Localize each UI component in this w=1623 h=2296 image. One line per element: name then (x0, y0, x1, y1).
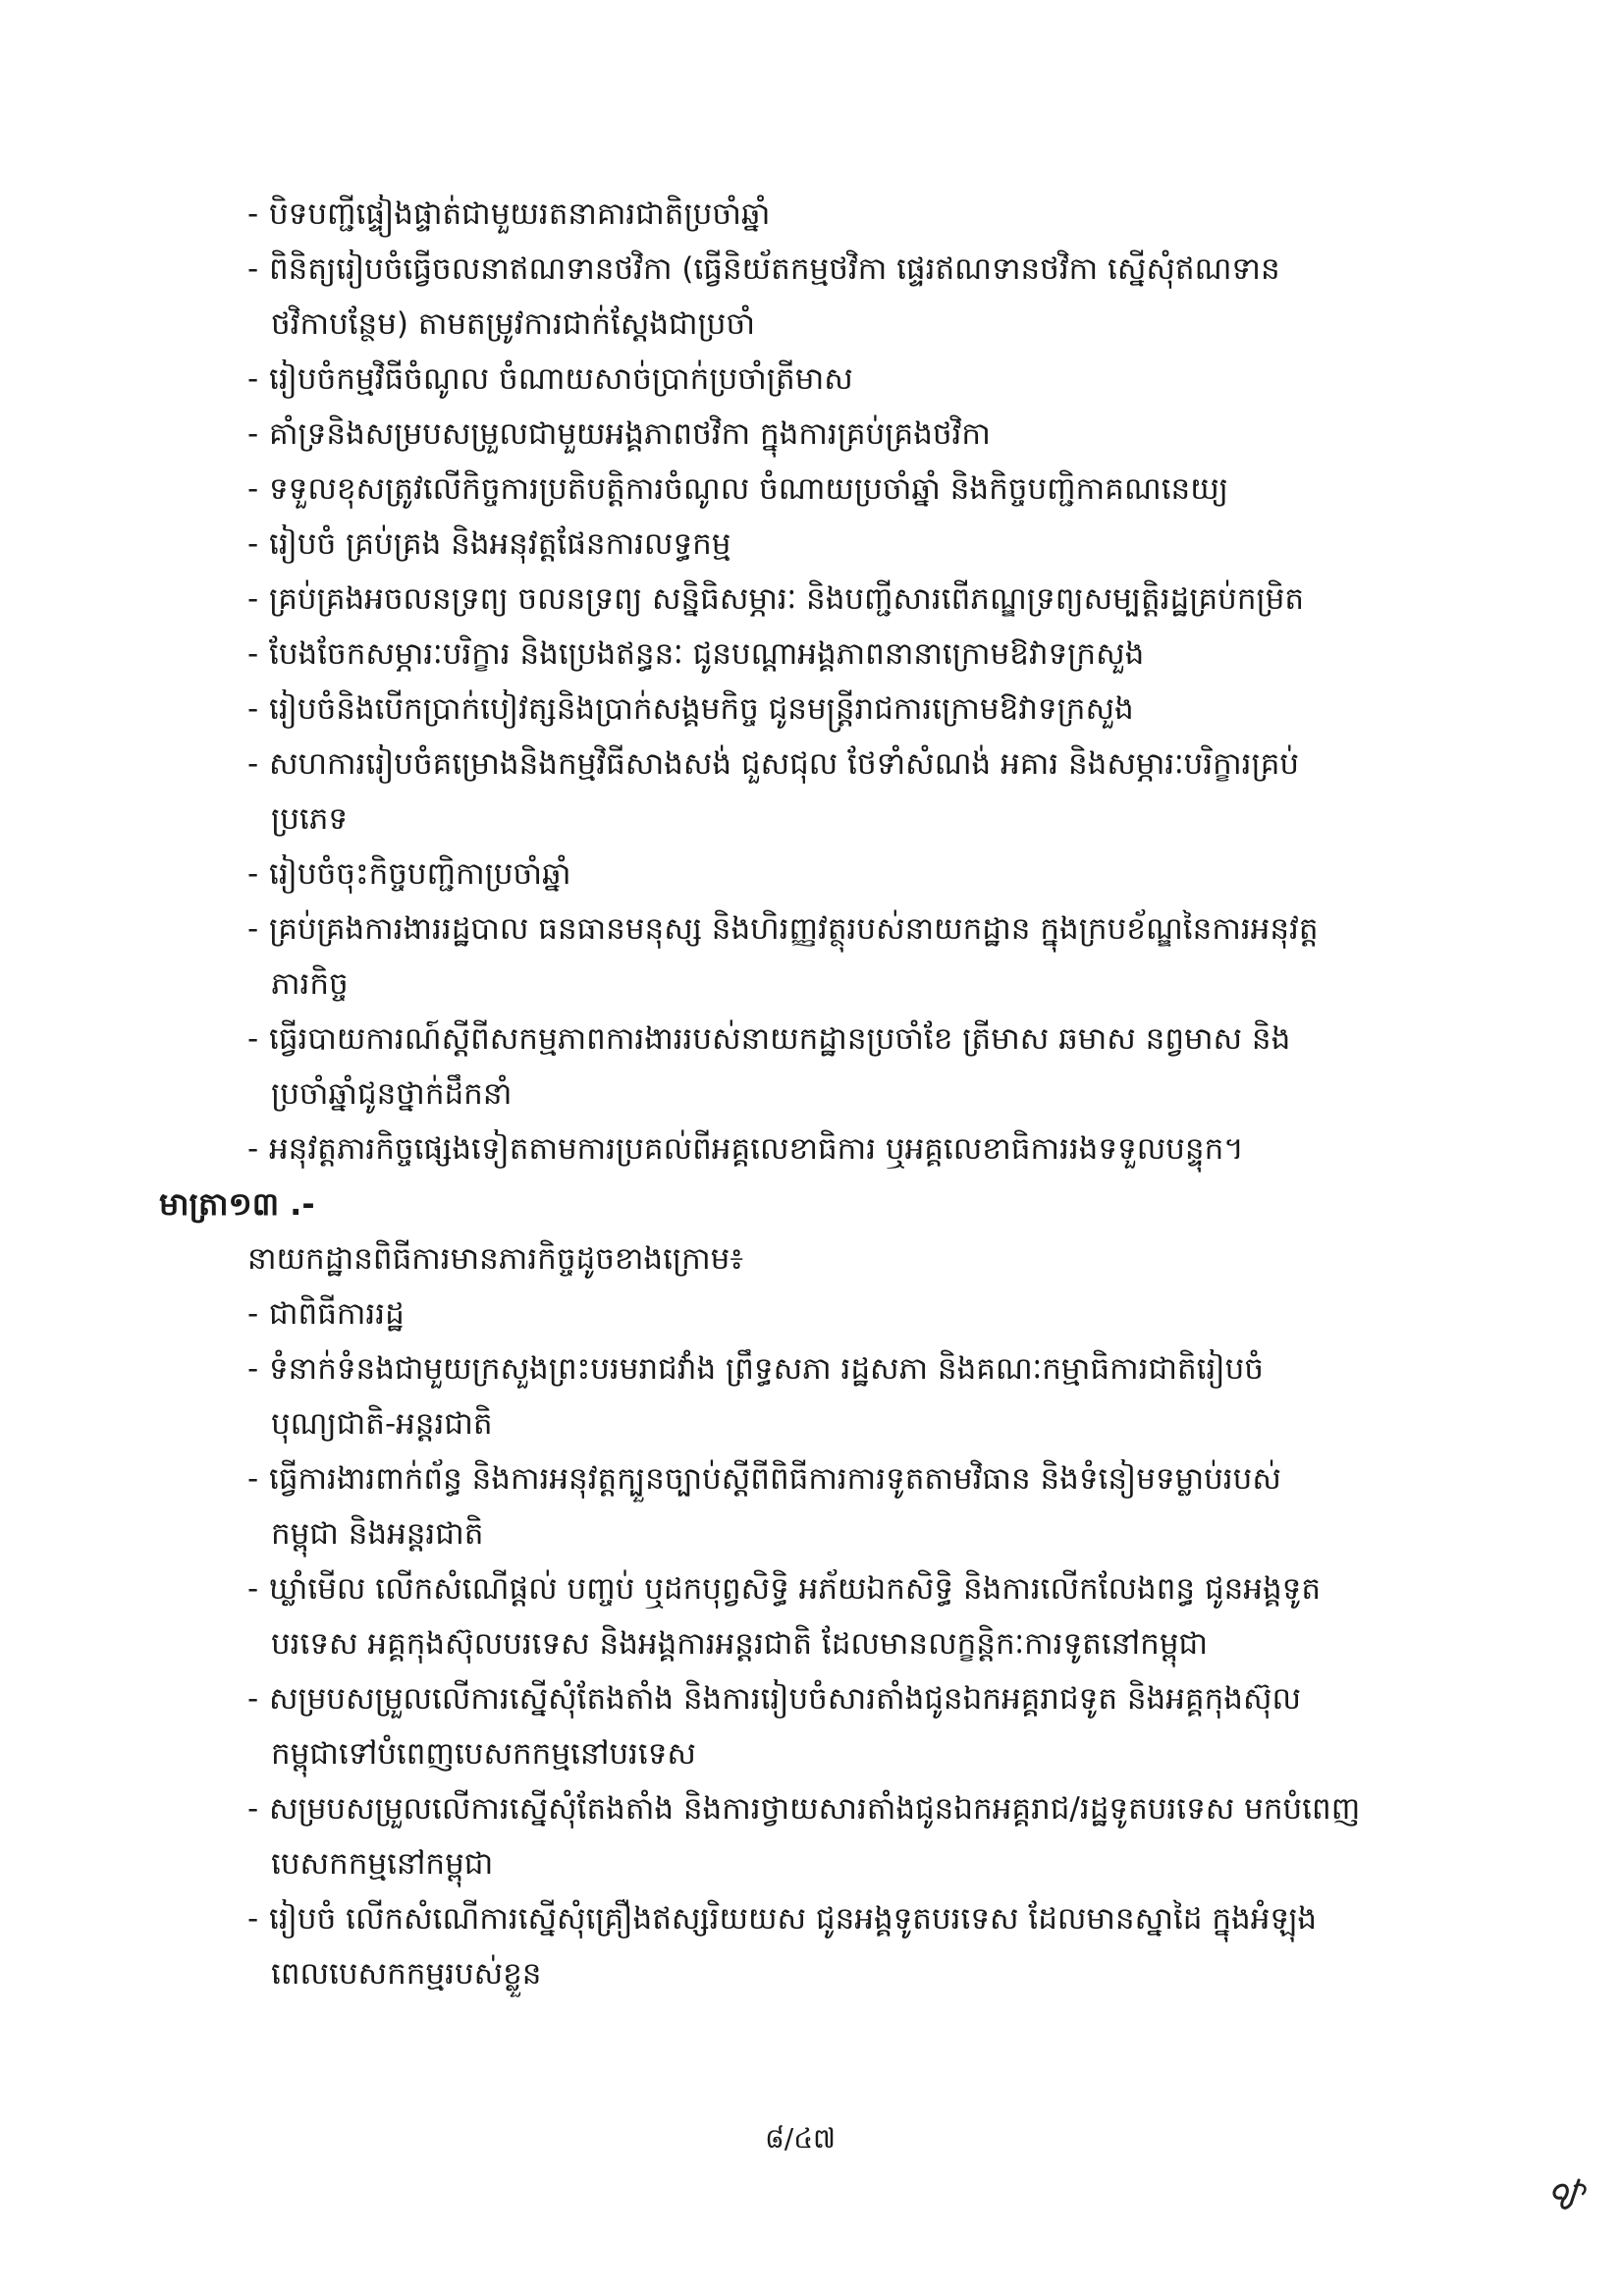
bullet-dash: - (247, 1351, 259, 1387)
line-text: ធ្វើការងារពាក់ព័ន្ធ និងការអនុវត្តក្បួនច្បាប់ស្តីពីពិធីការការទូតតាមវិធាន និងទំនៀមទម្លាប់របស់ (269, 1461, 1281, 1497)
bullet-dash: - (247, 1296, 259, 1332)
bullet-dash: - (247, 1571, 259, 1607)
list-item-continuation (271, 1624, 1208, 1667)
line-text: មាត្រា១៣ .- (159, 1185, 315, 1223)
line-text: សម្របសម្រួលលើការស្នើសុំតែងតាំង និងការរៀបចំសារតាំងជូនឯកអគ្គរាជទូត និងអគ្គកុងស៊ុល (269, 1681, 1301, 1717)
list-item (247, 744, 1299, 788)
line-text: កម្ពុជា និងអន្តរជាតិ (271, 1516, 484, 1552)
line-text: ទំនាក់ទំនងជាមួយក្រសួងព្រះបរមរាជវាំង ព្រឹទ្ធសភា រដ្ឋសភា និងគណៈកម្មាធិការជាតិរៀបចំ (269, 1351, 1264, 1387)
list-item (247, 524, 730, 568)
line-text: បែងចែកសម្ភារៈបរិក្ខារ និងប្រេងឥន្ធនៈ ជូនបណ្តាអង្គភាពនានាក្រោមឱវាទក្រសួង (269, 636, 1145, 672)
list-item-continuation (271, 304, 755, 348)
list-item (247, 1019, 1290, 1063)
list-item (247, 1789, 1360, 1832)
bullet-dash: - (247, 196, 259, 232)
line-text: ពិនិត្យរៀបចំធ្វើចលនាឥណទានថវិកា (ធ្វើនិយ័តកម្មថវិកា ផ្ទេរឥណទានថវិកា ស្នើសុំឥណទាន (269, 251, 1280, 287)
list-item-continuation (271, 1844, 493, 1887)
bullet-dash: - (247, 416, 259, 452)
list-item-continuation (271, 1954, 542, 1997)
handwritten-initial (1543, 2160, 1593, 2219)
bullet-dash: - (247, 636, 259, 672)
list-item (247, 909, 1319, 953)
line-text: បេសកកម្មនៅកម្ពុជា (271, 1846, 494, 1882)
list-item-continuation (271, 1514, 483, 1558)
list-item (247, 634, 1144, 678)
article-heading (159, 1184, 315, 1228)
line-text: បិទបញ្ជីផ្ទៀងផ្ទាត់ជាមួយរតនាគារជាតិប្រចាំឆ្នាំ (269, 196, 771, 232)
line-text: បរទេស អគ្គកុងស៊ុលបរទេស និងអង្គការអន្តរជាតិ ដែលមានលក្ខន្តិកៈការទូតនៅកម្ពុជា (271, 1626, 1209, 1662)
line-text: រៀបចំ គ្រប់គ្រង និងអនុវត្តផែនការលទ្ធកម្ម (269, 526, 731, 562)
list-item (247, 1569, 1321, 1613)
list-item-continuation (271, 964, 349, 1008)
line-text: រៀបចំកម្មវិធីចំណូល ចំណាយសាច់ប្រាក់ប្រចាំត្រីមាស (269, 361, 853, 397)
bullet-dash: - (247, 1901, 259, 1937)
article-intro (247, 1239, 743, 1283)
list-item (247, 1129, 1244, 1173)
line-text: សម្របសម្រួលលើការស្នើសុំតែងតាំង និងការថ្វាយសារតាំងជូនឯកអគ្គរាជ/រដ្ឋទូតបរទេស មកបំពេញ (269, 1791, 1361, 1827)
list-item (247, 249, 1280, 293)
bullet-dash: - (247, 471, 259, 507)
bullet-dash: - (247, 1681, 259, 1717)
list-item (247, 1294, 405, 1338)
line-text: ធ្វើរបាយការណ៍ស្តីពីសកម្មភាពការងាររបស់នាយកដ្ឋានប្រចាំខែ ត្រីមាស ឆមាស នព្វមាស និង (269, 1021, 1291, 1057)
line-text: នាយកដ្ឋានពិធីការមានភារកិច្ចដូចខាងក្រោម៖ (247, 1241, 743, 1277)
list-item (247, 414, 991, 458)
line-text: ថវិកាបន្ថែម) តាមតម្រូវការជាក់ស្តែងជាប្រចាំ (271, 306, 756, 342)
bullet-dash: - (247, 911, 259, 947)
bullet-dash: - (247, 581, 259, 617)
page-number: ៨/៤៧ (764, 2122, 837, 2155)
line-text: រៀបចំចុះកិច្ចបញ្ជិកាប្រចាំឆ្នាំ (269, 856, 571, 892)
bullet-dash: - (247, 856, 259, 892)
line-text: គ្រប់គ្រងអចលនទ្រព្យ ចលនទ្រព្យ សន្និធិសម្ភារៈ និងបញ្ជីសារពើភណ្ឌទ្រព្យសម្បត្តិរដ្ឋគ្រប់កម្រិត (269, 581, 1305, 617)
list-item (247, 469, 1228, 513)
line-text: ភារកិច្ច (271, 966, 349, 1002)
line-text: កម្ពុជាទៅបំពេញបេសកកម្មនៅបរទេស (271, 1736, 696, 1772)
line-text: ប្រចាំឆ្នាំជូនថ្នាក់ដឹកនាំ (271, 1076, 513, 1112)
list-item-continuation (271, 1404, 493, 1448)
list-item-continuation (271, 1074, 512, 1118)
list-item (247, 689, 1134, 733)
bullet-dash: - (247, 746, 259, 782)
bullet-dash: - (247, 1791, 259, 1827)
line-text: គ្រប់គ្រងការងាររដ្ឋបាល ធនធានមនុស្ស និងហិរញ្ញវត្ថុរបស់នាយកដ្ឋាន ក្នុងក្របខ័ណ្ឌនៃការអនុវត្ត (269, 911, 1319, 947)
line-text: ជាពិធីការរដ្ឋ (269, 1296, 405, 1332)
bullet-dash: - (247, 691, 259, 727)
list-item (247, 1459, 1281, 1503)
bullet-dash: - (247, 1461, 259, 1497)
line-text: ប្រភេទ (271, 801, 349, 837)
bullet-dash: - (247, 361, 259, 397)
bullet-dash: - (247, 251, 259, 287)
list-item (247, 1899, 1317, 1942)
list-item-continuation (271, 1734, 696, 1777)
line-text: ពេលបេសកកម្មរបស់ខ្លួន (271, 1956, 542, 1992)
list-item (247, 194, 770, 238)
bullet-dash: - (247, 526, 259, 562)
line-text: ឃ្លាំមើល លើកសំណើផ្តល់ បញ្ចប់ ឬដកបុព្វសិទ្ធិ អភ័យឯកសិទ្ធិ និងការលើកលែងពន្ធ ជូនអង្គទូត (269, 1571, 1322, 1607)
list-item (247, 1349, 1264, 1393)
list-item (247, 1679, 1301, 1722)
list-item (247, 579, 1304, 623)
line-text: រៀបចំ លើកសំណើការស្នើសុំគ្រឿងឥស្សរិយយស ជូនអង្គទូតបរទេស ដែលមានស្នាដៃ ក្នុងអំឡុង (269, 1901, 1318, 1937)
line-text: ទទួលខុសត្រូវលើកិច្ចការប្រតិបត្តិការចំណូល ចំណាយប្រចាំឆ្នាំ និងកិច្ចបញ្ជិកាគណនេយ្យ (269, 471, 1228, 507)
bullet-dash: - (247, 1131, 259, 1167)
list-item-continuation (271, 799, 348, 843)
line-text: គាំទ្រនិងសម្របសម្រួលជាមួយអង្គភាពថវិកា ក្នុងការគ្រប់គ្រងថវិកា (269, 416, 991, 452)
bullet-dash: - (247, 1021, 259, 1057)
line-text: បុណ្យជាតិ-អន្តរជាតិ (271, 1406, 493, 1442)
list-item (247, 854, 571, 898)
line-text: រៀបចំនិងបើកប្រាក់បៀវត្សនិងប្រាក់សង្គមកិច្ច ជូនមន្ត្រីរាជការក្រោមឱវាទក្រសួង (269, 691, 1134, 727)
line-text: អនុវត្តភារកិច្ចផ្សេងទៀតតាមការប្រគល់ពីអគ្គលេខាធិការ ឬអគ្គលេខាធិការរងទទួលបន្ទុក។ (269, 1131, 1244, 1167)
list-item (247, 359, 853, 403)
line-text: សហការរៀបចំគម្រោងនិងកម្មវិធីសាងសង់ ជួសជុល ថែទាំសំណង់ អគារ និងសម្ភារៈបរិក្ខារគ្រប់ (269, 746, 1300, 782)
